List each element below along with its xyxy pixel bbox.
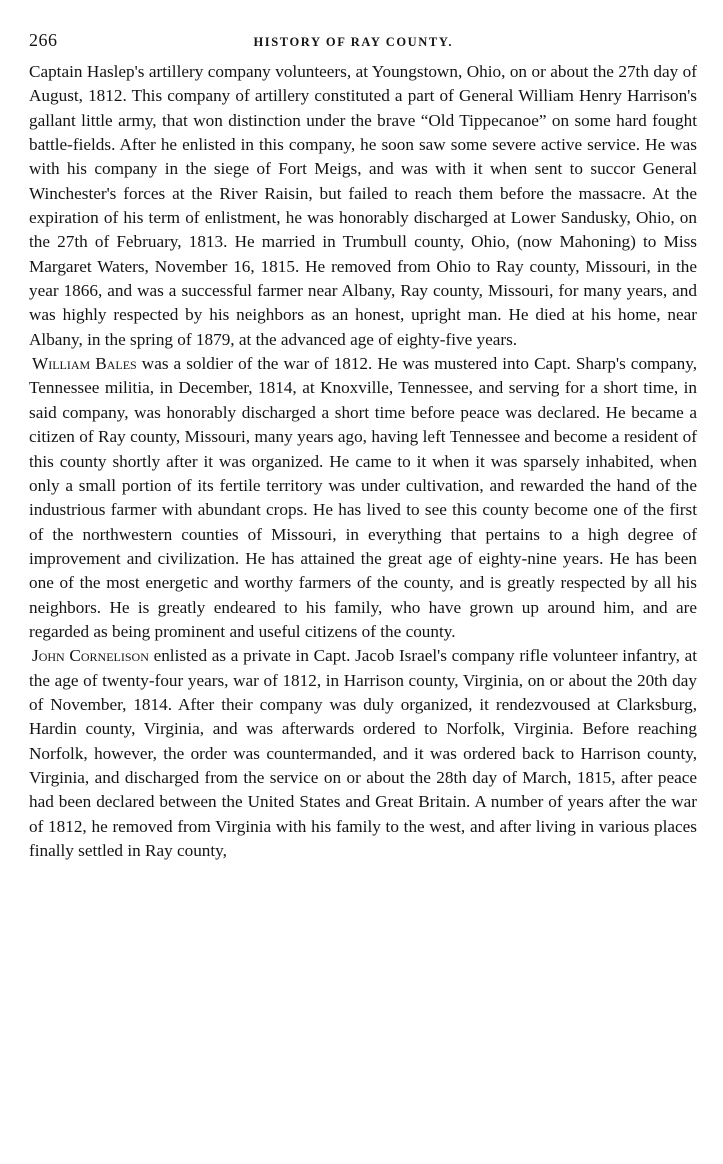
running-title: HISTORY OF RAY COUNTY.: [253, 35, 454, 49]
book-page: [29, 30, 697, 863]
person-name-lead: John Cornelison: [32, 646, 149, 666]
paragraph-william-bales: [29, 352, 697, 644]
page-number: 266: [29, 30, 58, 50]
running-head: [29, 30, 697, 52]
paragraph-text: was a soldier of the war of 1812. He was mustered into Capt. Sharp's company, Tennessee militia, in December, 1814, at Knoxville, Tennessee, and serving for a short time, in said company, was honorably discharged a short time before peace was declared. He became a citizen of Ray county, Missouri, many years ago, having left Tennessee and become a resident of this county shortly after it was organized. He came to it when it was sparsely inhabited, when only a small portion of its fertile territory was under cultivation, and rewarded the hand of the industrious farmer with abundant crops. He has lived to see this county become one of the first of the northwestern counties of Missouri, in everything that pertains to a high degree of improvement and civilization. He has attained the great age of eighty-nine years. He has been one of the most energetic and worthy farmers of the county, and is greatly respected by all his neighbors. He is greatly endeared to his family, who have grown up around him, and are regarded as being prominent and useful citizens of the county.: [29, 354, 697, 641]
person-name-lead: William Bales: [32, 354, 137, 374]
paragraph-haslep-continuation: [29, 60, 697, 352]
body-text: [29, 60, 697, 863]
paragraph-john-cornelison: [29, 644, 697, 863]
paragraph-text: Captain Haslep's artillery company volunteers, at Youngstown, Ohio, on or about the 27th day of August, 1812. This company of artillery constituted a part of General William Henry Harrison's gallant little army, that won distinction under the brave “Old Tippecanoe” on some hard fought battle-fields. After he enlisted in this company, he soon saw some severe active service. He was with his company in the siege of Fort Meigs, and was with it when sent to succor General Winchester's forces at the River Raisin, but failed to reach them before the massacre. At the expiration of his term of enlistment, he was honorably discharged at Lower Sandusky, Ohio, on the 27th of February, 1813. He married in Trumbull county, Ohio, (now Mahoning) to Miss Margaret Waters, November 16, 1815. He removed from Ohio to Ray county, Missouri, in the year 1866, and was a successful farmer near Albany, Ray county, Missouri, for many years, and was highly respected by his neighbors as an honest, upright man. He died at his home, near Albany, in the spring of 1879, at the advanced age of eighty-five years.: [29, 62, 697, 349]
paragraph-text: enlisted as a private in Capt. Jacob Israel's company rifle volunteer infantry, at the age of twenty-four years, war of 1812, in Harrison county, Virginia, on or about the 20th day of November, 1814. After their company was duly organized, it rendezvoused at Clarksburg, Hardin county, Virginia, and was afterwards ordered to Norfolk, Virginia. Before reaching Norfolk, however, the order was countermanded, and it was ordered back to Harrison county, Virginia, and discharged from the service on or about the 28th day of March, 1815, after peace had been declared between the United States and Great Britain. A number of years after the war of 1812, he removed from Virginia with his family to the west, and after living in various places finally settled in Ray county,: [29, 646, 697, 860]
